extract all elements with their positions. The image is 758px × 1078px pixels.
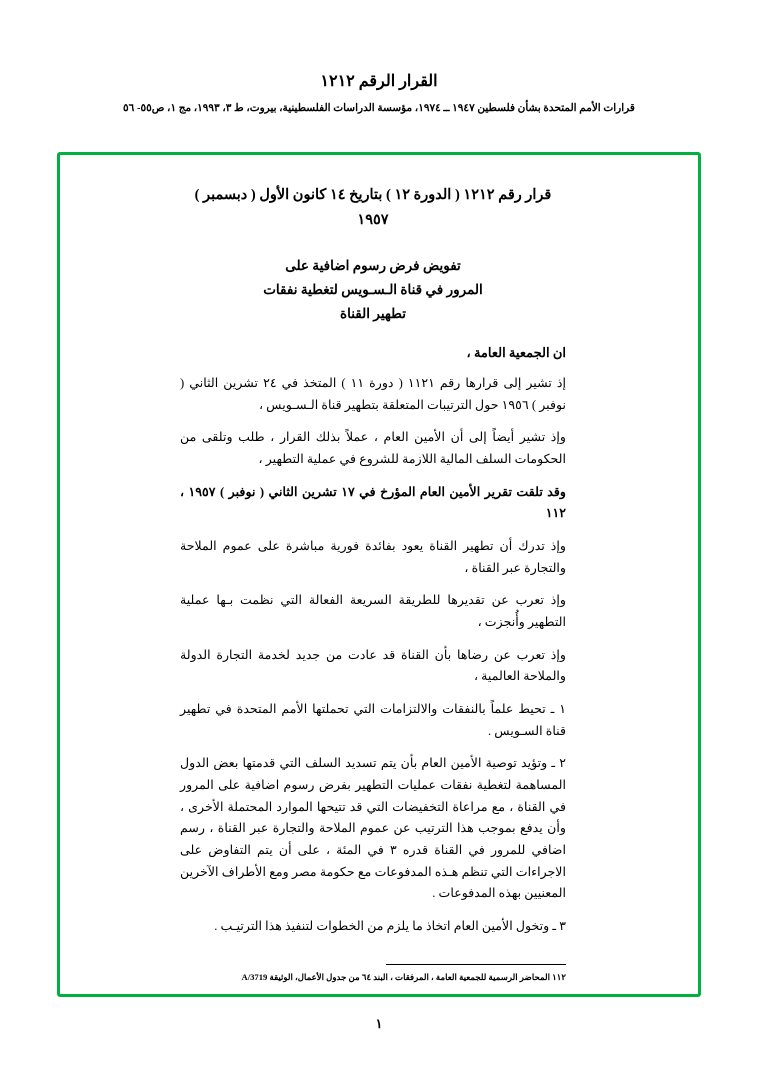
resolution-heading: قرار رقم ١٢١٢ ( الدورة ١٢ ) بتاريخ ١٤ كانون الأول ( دبسمبر ) ١٩٥٧ <box>194 187 552 228</box>
operative-clause-2: ٢ ـ وتؤيد توصية الأمين العام بأن يتم تسديد السلف التي قدمتها بعض الدول المساهمة لتغطية نفقات عمليات التطهير بفرض رسوم اضافية على المرور في القناة ، مع مراعاة التخفيضات التي قد تتيحها الموارد المحتملة الأخرى ، وأن يدفع بموجب هذا الترتيب عن عموم الملاحة والتجارة عبر القناة ، رسم اضافي للمرور في القناة قدره ٣ في المئة ، على أن يتم التفاوض على الاجراءات التي تنظم هـذه المدفوعات مع حكومة مصر ومع الأطراف الآخرين المعنيين بهذه المدفوعات . <box>180 756 566 901</box>
paragraph-3: وقد تلقت تقرير الأمين العام المؤرخ في ١٧ تشرين الثاني ( نوفبر ) ١٩٥٧ ، ١١٢ <box>180 484 566 521</box>
operative-clause-3: ٣ ـ وتخول الأمين العام اتخاذ ما يلزم من الخطوات لتنفيذ هذا الترتيـب . <box>214 918 566 933</box>
subject-line-2: المرور في قناة الـسـويس لتغطية نفقات <box>263 281 483 297</box>
green-border-frame <box>57 152 701 997</box>
subject-line-3: تطهير القناة <box>340 305 406 321</box>
subject-line-1: تفويض فرض رسوم اضافية على <box>285 258 461 274</box>
page-title: القرار الرقم ١٢١٢ <box>320 73 438 90</box>
resolution-subject <box>180 254 566 325</box>
document-header <box>0 0 758 116</box>
paragraph-2: وإذ تشير أيضاً إلى أن الأمين العام ، عملاً بذلك القرار ، طلب وتلقى من الحكومات السلف المالية اللازمة للشروع في عملية التطهير ، <box>180 430 566 467</box>
document-body <box>60 155 698 994</box>
paragraph-1: إذ تشير إلى قرارها رقم ١١٢١ ( دورة ١١ ) المتخذ في ٢٤ تشرين الثاني ( نوفبر ) ١٩٥٦ حول الترتيبات المتعلقة بتطهير قناة الـسـويس ، <box>180 376 566 412</box>
operative-clause-1: ١ ـ تحيط علماً بالنفقات والالتزامات التي تحملتها الأمم المتحدة في تطهير قناة السـويس . <box>180 702 566 738</box>
assembly-line: ان الجمعية العامة ، <box>466 345 566 361</box>
paragraph-5: وإذ تعرب عن تقديرها للطريقة السريعة الفعالة التي نظمت بـها عملية التطهير وأُنجزت ، <box>180 593 566 630</box>
source-citation: قرارات الأمم المتحدة بشأن فلسطين ١٩٤٧ ــ ١٩٧٤، مؤسسة الدراسات الفلسطينية، بيروت، ط ٣، ١٩٩٣، مج ١، ص٥٥- ٥٦ <box>123 102 635 114</box>
paragraph-6: وإذ تعرب عن رضاها بأن القناة قد عادت من جديد لخدمة التجارة الدولة والملاحة العالمية ، <box>180 647 566 684</box>
paragraph-4: وإذ تدرك أن تطهير القناة يعود بفائدة فورية مباشرة على عموم الملاحة والتجارة عبر القناة ، <box>180 539 566 575</box>
page-number: ١ <box>375 1016 383 1031</box>
footnote-divider <box>386 964 566 965</box>
footnote-text: ١١٢ المحاضر الرسمية للجمعية العامة ، المرفقات ، البند ٦٤ من جدول الأعمال، الوثيقة A/3719 <box>241 971 566 982</box>
